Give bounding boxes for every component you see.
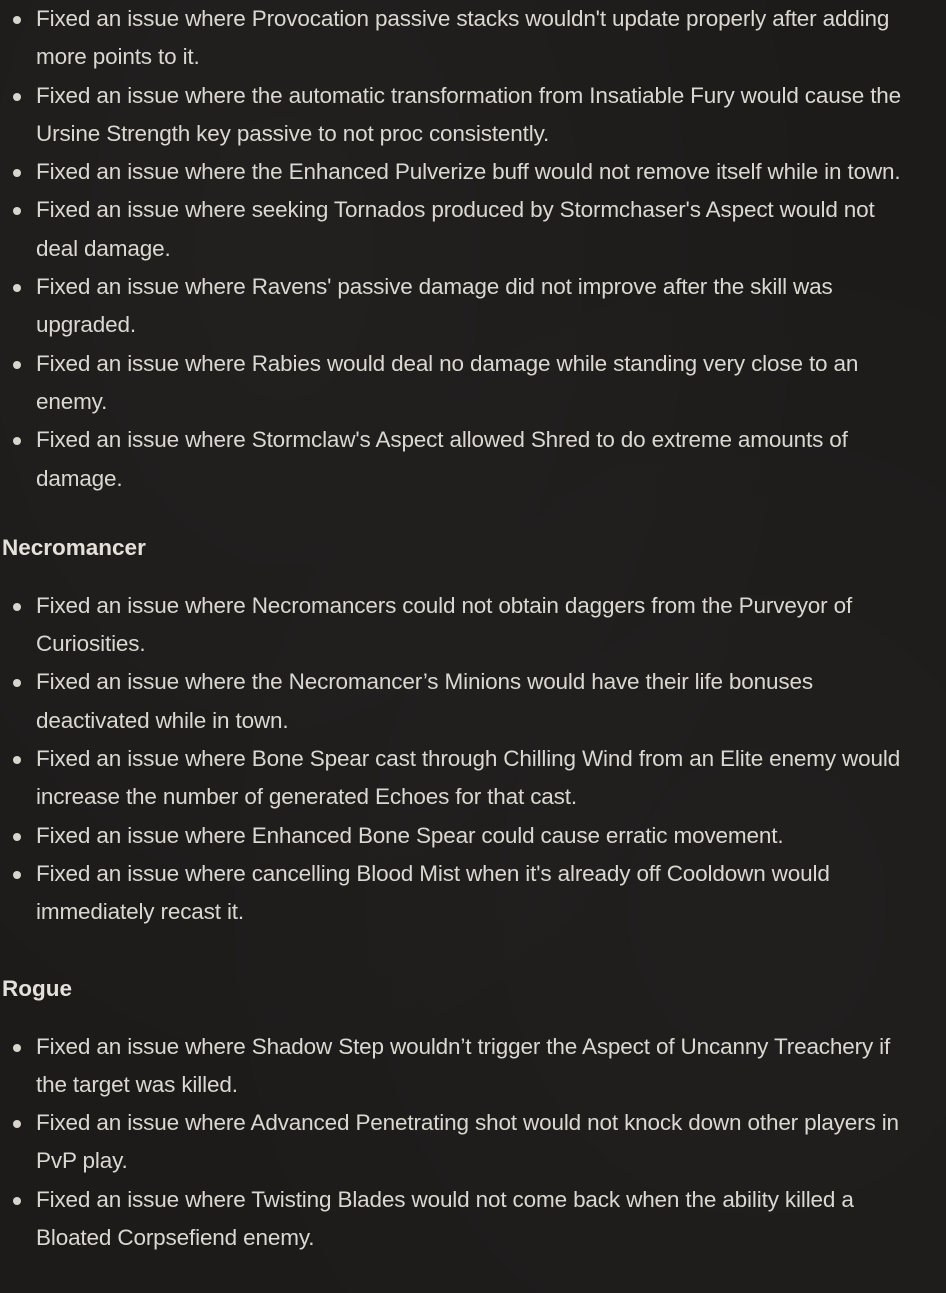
- bullet-icon: [13, 1044, 21, 1052]
- list-item-text: Fixed an issue where cancelling Blood Mist when it's already off Cooldown would immediately recast it.: [36, 860, 830, 925]
- list-item: [0, 421, 946, 498]
- bullet-icon: [13, 833, 21, 841]
- bullet-icon: [13, 361, 21, 369]
- bullet-icon: [13, 1120, 21, 1128]
- list-item-text: Fixed an issue where Rabies would deal no damage while standing very close to an enemy.: [36, 350, 859, 414]
- list-item-text: Fixed an issue where the automatic transformation from Insatiable Fury would cause the Ursine Strength key passive to not proc consistently.: [36, 82, 902, 146]
- list-item: [0, 663, 946, 740]
- list-item: [0, 1181, 946, 1258]
- bullet-icon: [13, 1197, 21, 1205]
- list-item-text: Fixed an issue where Ravens' passive damage did not improve after the skill was upgraded.: [36, 274, 833, 338]
- necromancer-fix-list: [0, 587, 946, 932]
- list-item: [0, 191, 946, 268]
- list-item-text: Fixed an issue where Twisting Blades would not come back when the ability killed a Bloated Corpsefiend enemy.: [36, 1186, 854, 1251]
- list-item: [0, 1104, 946, 1181]
- list-item: [0, 740, 946, 817]
- list-item: [0, 855, 946, 932]
- section-heading-rogue: Rogue: [2, 975, 72, 1001]
- bullet-icon: [13, 16, 21, 24]
- list-item-text: Fixed an issue where Necromancers could not obtain daggers from the Purveyor of Curiosities.: [36, 592, 853, 657]
- list-item-text: Fixed an issue where the Enhanced Pulverize buff would not remove itself while in town.: [36, 159, 901, 185]
- list-item-text: Fixed an issue where Bone Spear cast through Chilling Wind from an Elite enemy would increase the number of generated Echoes for that cast.: [36, 746, 901, 810]
- list-item: [0, 268, 946, 345]
- list-item-text: Fixed an issue where Stormclaw's Aspect allowed Shred to do extreme amounts of damage.: [36, 427, 848, 491]
- bullet-icon: [13, 679, 21, 687]
- list-item: [0, 345, 946, 422]
- bullet-icon: [13, 284, 21, 292]
- list-item-text: Fixed an issue where the Necromancer’s Minions would have their life bonuses deactivated while in town.: [36, 669, 813, 733]
- list-item: [0, 587, 946, 664]
- list-item: [0, 0, 946, 77]
- list-item: [0, 1028, 946, 1105]
- list-item: [0, 817, 946, 855]
- bullet-icon: [13, 437, 21, 445]
- bullet-icon: [13, 603, 21, 611]
- list-item-text: Fixed an issue where Enhanced Bone Spear could cause erratic movement.: [36, 822, 784, 848]
- list-item-text: Fixed an issue where Provocation passive stacks wouldn't update properly after adding more points to it.: [36, 6, 890, 70]
- bullet-icon: [13, 207, 21, 215]
- list-item-text: Fixed an issue where Shadow Step wouldn’t trigger the Aspect of Uncanny Treachery if the target was killed.: [36, 1033, 891, 1097]
- bullet-icon: [13, 93, 21, 101]
- rogue-fix-list: [0, 1028, 946, 1258]
- bullet-icon: [13, 871, 21, 879]
- list-item: [0, 153, 946, 191]
- list-item: [0, 77, 946, 154]
- druid-fix-list: [0, 0, 946, 498]
- list-item-text: Fixed an issue where seeking Tornados produced by Stormchaser's Aspect would not deal damage.: [36, 197, 875, 261]
- list-item-text: Fixed an issue where Advanced Penetrating shot would not knock down other players in PvP play.: [36, 1110, 899, 1174]
- section-heading-necromancer: Necromancer: [2, 534, 146, 560]
- bullet-icon: [13, 169, 21, 177]
- bullet-icon: [13, 756, 21, 764]
